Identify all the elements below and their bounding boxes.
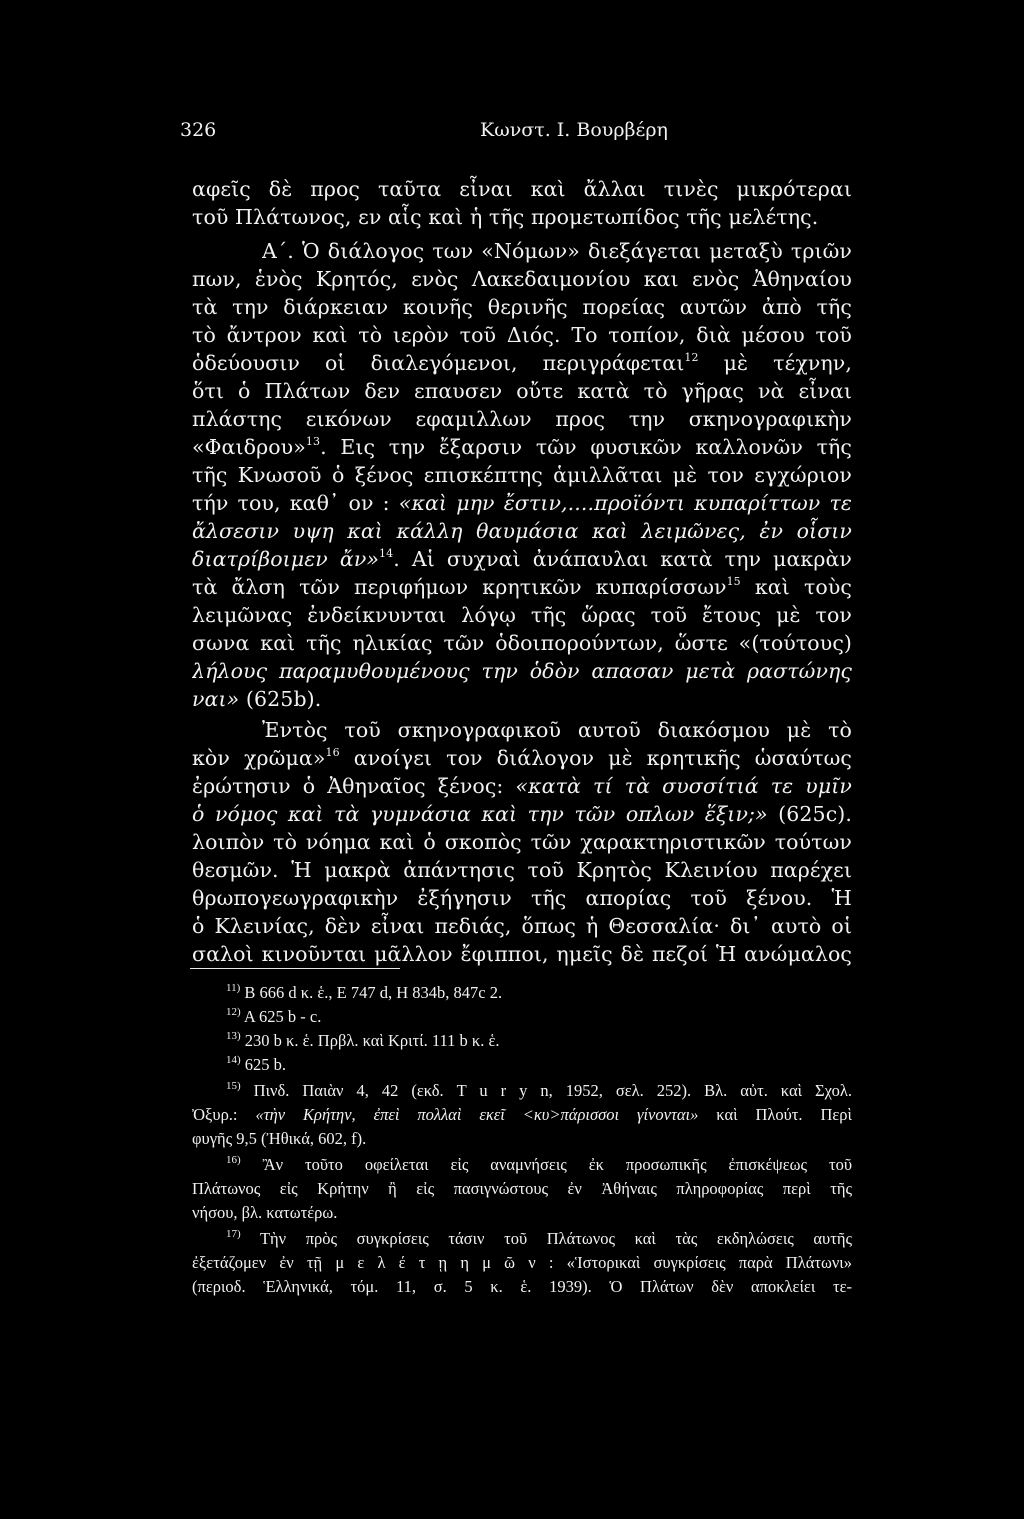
quotation: ὁ νόμος καὶ τὰ γυμνάσια καὶ την τῶν οπλων ἕξιν;» xyxy=(192,802,768,826)
text-line: ὅτι ὁ Πλάτων δεν επαυσεν οὔτε κατὰ τὸ γῆρας νὰ εἶναι xyxy=(192,379,852,403)
footnote-11: $^{11)}$ Β 666 d κ. ἑ., Ε 747 d, Η 834b, 847c 2. xyxy=(226,982,503,1002)
footnote-label: 11) xyxy=(226,982,241,994)
text-line: τὸ ἄντρον καὶ τὸ ιερὸν τοῦ Διός. Το τοπίον, διὰ μέσου τοῦ xyxy=(192,323,852,347)
footnote-label: 12) xyxy=(226,1006,241,1018)
text-line: ὁδεύουσιν οἱ διαλεγόμενοι, περιγράφεται$^{12}$ μὲ τέχνην, xyxy=(192,351,852,375)
text-line: Ἐντὸς τοῦ σκηνογραφικοῦ αυτοῦ διακόσμου μὲ τὸ xyxy=(262,718,852,742)
footnote-15: $^{15)}$ Πινδ. Παιὰν 4, 42 (εκδ. T u r y n, 1952, σελ. 252). Βλ. αὐτ. καὶ Σχολ. xyxy=(226,1080,852,1100)
quotation: «τὴν Κρήτην, ἐπεὶ πολλαὶ εκεῖ <κυ>πάρισσοι γίνονται» xyxy=(255,1105,699,1124)
footnote-label: 13) xyxy=(226,1030,241,1042)
footnote-ref: 12 xyxy=(684,351,699,364)
text-line: αφεῖς δὲ προς ταῦτα εἶναι καὶ ἄλλαι τινὲς μικρότεραι xyxy=(192,177,852,201)
text-line: θρωπογεωγραφικὴν ἐξήγησιν τῆς απορίας τοῦ ξένου. Ἡ xyxy=(192,886,852,910)
text-line: ὁ Κλεινίας, δὲν εἶναι πεδιάς, ὅπως ἡ Θεσσαλία· δι᾽ αυτὸ οἱ xyxy=(192,914,852,938)
text-line: τῆς Κνωσοῦ ὁ ξένος επισκέπτης ἁμιλλᾶται μὲ τον εγχώριον xyxy=(192,463,852,487)
page-number: 326 xyxy=(180,119,217,141)
quotation: ναι» xyxy=(192,687,240,711)
footnote-label: 15) xyxy=(226,1080,241,1092)
footnote-15-cont: Ὀξυρ.: «τὴν Κρήτην, ἐπεὶ πολλαὶ εκεῖ <κυ>πάρισσοι γίνονται» καὶ Πλούτ. Περὶ xyxy=(192,1105,852,1124)
text-line: σωνα καὶ τῆς ηλικίας τῶν ὁδοιπορούντων, ὥστε «(τούτους) xyxy=(192,631,852,655)
footnote-ref: 16 xyxy=(325,746,340,759)
footnote-14: $^{14)}$ 625 b. xyxy=(226,1054,287,1074)
footnote-17-cont: (περιοδ. Ἑλληνικά, τόμ. 11, σ. 5 κ. ἑ. 1939). Ὁ Πλάτων δὲν αποκλείει τε- xyxy=(192,1277,852,1296)
text-line: κὸν χρῶμα»$^{16}$ ανοίγει τον διάλογον μὲ κρητικῆς ὡσαύτως xyxy=(192,746,852,770)
footnote-label: 16) xyxy=(226,1154,241,1166)
footnote-16-cont: νήσου, βλ. κατωτέρω. xyxy=(192,1203,338,1222)
footnote-ref: 14 xyxy=(379,547,394,560)
footnote-15-cont: φυγῆς 9,5 (Ἠθικά, 602, f). xyxy=(192,1129,367,1148)
quotation: διατρίβοιμεν ἄν» xyxy=(192,547,380,571)
text-line: ναι» (625b). xyxy=(192,687,322,711)
quotation-line: ἄλσεσιν υψη καὶ κάλλη θαυμάσια καὶ λειμῶνες, ἐν οἷσιν xyxy=(192,519,852,543)
footnote-rule xyxy=(190,968,400,969)
text-line: διατρίβοιμεν ἄν»$^{14}$. Αἱ συχναὶ ἀνάπαυλαι κατὰ την μακρὰν xyxy=(192,547,852,571)
text-line: τὰ την διάρκειαν κοινῆς θερινῆς πορείας αυτῶν ἀπὸ τῆς xyxy=(192,295,852,319)
running-head: Κωνστ. Ι. Βουρβέρη xyxy=(480,119,668,141)
footnote-16: $^{16)}$ Ἂν τοῦτο οφείλεται εἰς αναμνήσεις ἐκ προσωπικῆς ἐπισκέψεως τοῦ xyxy=(226,1154,852,1174)
text-line: τὰ ἄλση τῶν περιφήμων κρητικῶν κυπαρίσσων$^{15}$ καὶ τοὺς xyxy=(192,575,852,599)
footnote-label: 14) xyxy=(226,1054,241,1066)
text-line: Α΄. Ὁ διάλογος των «Νόμων» διεξάγεται μεταξὺ τριῶν xyxy=(262,239,852,263)
text-line: «Φαιδρου»$^{13}$. Εις την ἔξαρσιν τῶν φυσικῶν καλλονῶν τῆς xyxy=(192,435,852,459)
page-header xyxy=(0,119,1024,143)
footnote-17-cont: ἐξετάζομεν ἐν τῇ μ ε λ έ τ ῃ η μ ῶ ν : «Ἱστορικαὶ συγκρίσεις παρὰ Πλάτωνι» xyxy=(192,1253,852,1272)
quotation-line: λήλους παραμυθουμένους την ὁδὸν απασαν μετὰ ραστώνης xyxy=(192,659,852,683)
text-line: τήν του, καθ᾽ ον : «καὶ μην ἔστιν,....προϊόντι κυπαρίττων τε xyxy=(192,489,852,517)
text-line: πλάστης εικόνων εφαμιλλων προς την σκηνογραφικὴν xyxy=(192,407,852,431)
text-line: πων, ἑνὸς Κρητός, ενὸς Λακεδαιμονίου και ενὸς Ἀθηναίου xyxy=(192,267,852,291)
text-line: σαλοὶ κινοῦνται μᾶλλον ἔφιπποι, ημεῖς δὲ πεζοί Ἡ ανώμαλος xyxy=(192,942,852,966)
footnote-ref: 15 xyxy=(726,575,741,588)
text-line: λοιπὸν τὸ νόημα καὶ ὁ σκοπὸς τῶν χαρακτηριστικῶν τούτων xyxy=(192,830,852,854)
text-line: τοῦ Πλάτωνος, εν αἷς καὶ ἡ τῆς προμετωπίδος τῆς μελέτης. xyxy=(192,205,819,229)
text-line: ὁ νόμος καὶ τὰ γυμνάσια καὶ την τῶν οπλων ἕξιν;» (625c). xyxy=(192,802,852,826)
footnote-17: $^{17)}$ Τὴν πρὸς συγκρίσεις τάσιν τοῦ Πλάτωνος καὶ τὰς εκδηλώσεις αυτῆς xyxy=(226,1228,852,1248)
footnote-12: $^{12)}$ Α 625 b - c. xyxy=(226,1006,322,1026)
footnote-ref: 13 xyxy=(305,435,321,448)
footnote-label: 17) xyxy=(226,1228,241,1240)
quotation: «κατὰ τί τὰ συσσίτιά τε υμῖν xyxy=(515,774,852,798)
quotation: «καὶ μην ἔστιν,....προϊόντι κυπαρίττων τε xyxy=(398,491,852,515)
text-line: ἐρώτησιν ὁ Ἀθηναῖος ξένος: «κατὰ τί τὰ συσσίτιά τε υμῖν xyxy=(192,772,852,800)
footnote-13: $^{13)}$ 230 b κ. ἑ. Πρβλ. καὶ Κριτί. 111 b κ. ἑ. xyxy=(226,1030,500,1050)
text-line: θεσμῶν. Ἡ μακρὰ ἀπάντησις τοῦ Κρητὸς Κλεινίου παρέχει xyxy=(192,858,852,882)
text-line: λειμῶνας ἐνδείκνυνται λόγῳ τῆς ὥρας τοῦ ἔτους μὲ τον xyxy=(192,603,852,627)
footnote-16-cont: Πλάτωνος εἰς Κρήτην ἢ εἰς πασιγνώστους ἐν Ἀθήναις πληροφορίας περὶ τῆς xyxy=(192,1179,852,1198)
